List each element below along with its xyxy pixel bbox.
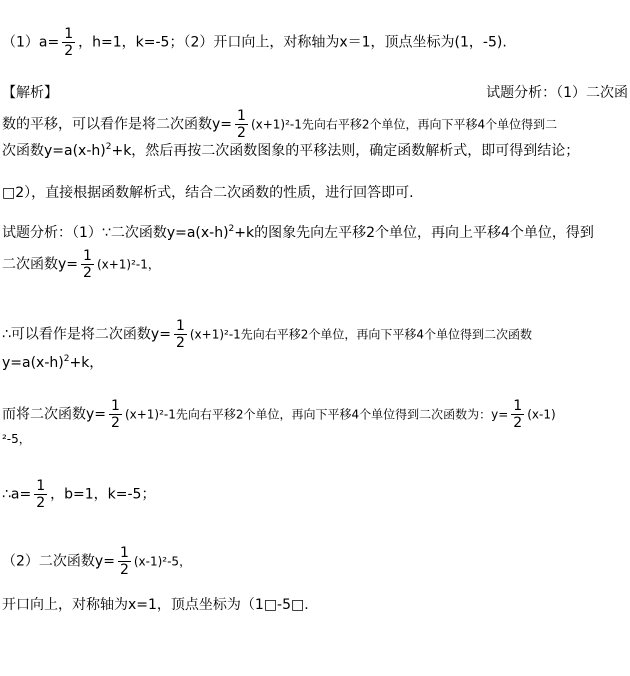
text: 而将二次函数y= [2, 406, 107, 423]
text: (x+1)²-1先向右平移2个单位，再向下平移4个单位得到二次函数 [189, 327, 533, 342]
text: ∴可以看作是将二次函数y= [2, 326, 171, 343]
analysis-intro: 试题分析：（1）二次函 [486, 85, 628, 101]
solution-line [2, 224, 594, 242]
fraction-half [235, 108, 248, 141]
numerator: 1 [64, 26, 74, 42]
fraction-half [62, 26, 75, 59]
text: ，b=1，k=-5； [50, 486, 156, 503]
exponent: 2 [63, 354, 70, 364]
solution-line [2, 545, 191, 578]
denominator: 2 [36, 495, 46, 511]
denominator: 2 [513, 415, 523, 431]
text: ²-5， [2, 432, 31, 446]
fraction-half [174, 318, 187, 351]
text: 试题分析：（1）∵二次函数y=a(x-h) [2, 225, 229, 241]
denominator: 2 [119, 562, 129, 578]
analysis-label: 【解析】 [2, 85, 58, 101]
text: 数的平移，可以看作是将二次函数y= [2, 116, 233, 133]
text: y=a(x-h) [2, 355, 64, 371]
numerator: 1 [111, 398, 120, 414]
numerator: 1 [513, 398, 523, 414]
solution-line [2, 354, 103, 372]
text: +k， [69, 355, 104, 371]
denominator: 2 [83, 265, 92, 281]
denominator: 2 [237, 125, 246, 141]
text: (x+1)²-1先向右平移2个单位，再向下平移4个单位得到二 [250, 117, 558, 132]
text: 开口向上，对称轴为x=1，顶点坐标为（1□-5□. [2, 597, 309, 613]
text: （2）二次函数y= [2, 553, 115, 570]
analysis-line [2, 184, 414, 202]
text: ∴a= [2, 486, 32, 503]
exponent: 2 [105, 142, 112, 152]
text: 次函数y=a(x-h) [2, 143, 106, 159]
text: (x+1)²-1先向右平移2个单位，再向下平移4个单位得到二次函数为：y= [124, 407, 509, 422]
text: (x-1) [527, 407, 556, 422]
fraction-half [118, 545, 131, 578]
solution-line [2, 430, 31, 448]
solution-line [2, 248, 160, 281]
numerator: 1 [237, 108, 246, 124]
fraction-half [109, 398, 122, 431]
text: +k，然后再按二次函数图象的平移法则，确定函数解析式，即可得到结论； [111, 143, 580, 159]
text: □2），直接根据函数解析式，结合二次函数的性质，进行回答即可. [2, 185, 414, 201]
solution-line [2, 398, 556, 431]
denominator: 2 [111, 415, 120, 431]
text: (x+1)²-1， [96, 257, 160, 272]
numerator: 1 [83, 248, 92, 264]
text: 二次函数y= [2, 256, 79, 273]
text: (x-1)²-5， [133, 554, 192, 569]
exponent: 2 [228, 224, 235, 234]
text: +k的图象先向左平移2个单位，再向上平移4个单位，得到 [234, 225, 594, 241]
fraction-half [81, 248, 94, 281]
answer-line [2, 26, 507, 59]
analysis-line [2, 142, 579, 160]
denominator: 2 [175, 335, 185, 351]
text: （1）a= [2, 34, 60, 51]
numerator: 1 [175, 318, 185, 334]
text: ，h=1，k=-5；（2）开口向上，对称轴为x＝1，顶点坐标为(1，-5). [78, 34, 507, 51]
numerator: 1 [119, 545, 129, 561]
analysis-heading [2, 84, 628, 102]
fraction-half [511, 398, 524, 431]
denominator: 2 [64, 43, 74, 59]
numerator: 1 [36, 478, 46, 494]
solution-line [2, 318, 532, 351]
analysis-line [2, 108, 557, 141]
fraction-half [34, 478, 47, 511]
solution-line [2, 478, 155, 511]
solution-line [2, 596, 309, 614]
